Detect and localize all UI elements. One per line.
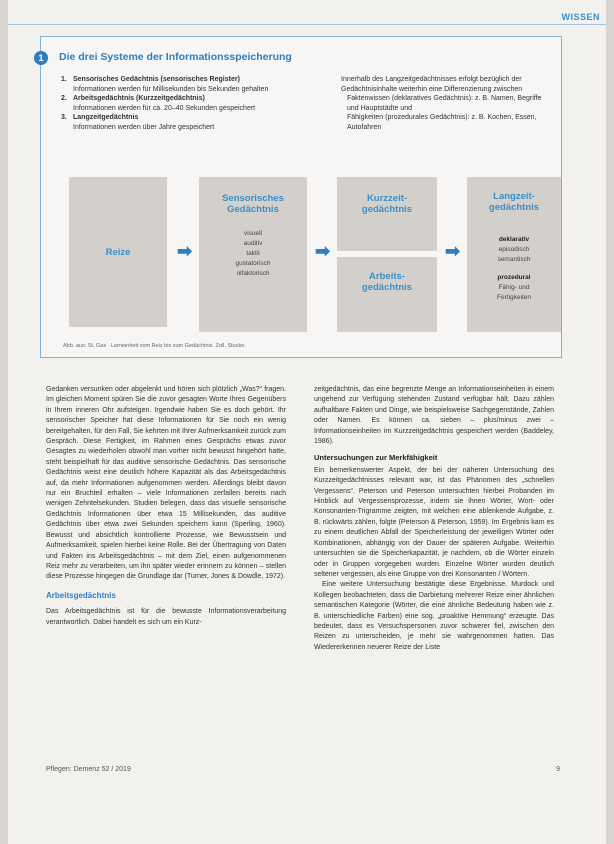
list-item: 2. Arbeitsgedächtnis (Kurzzeitgedächtnis): [61, 95, 205, 102]
arrow-right-icon: ➡: [177, 241, 193, 261]
sensory-box: [199, 177, 307, 332]
list-item: 3. Langzeitgedächtnis: [61, 114, 139, 121]
box-number: 1: [34, 51, 48, 65]
list-item: Fähigkeiten (prozedurales Gedächtnis): z. B. Kochen, Essen, Autofahren: [347, 114, 537, 131]
working-memory-title: Arbeits-gedächtnis: [361, 271, 413, 293]
short-term-box: [337, 177, 437, 251]
list-item-text: Informationen werden für Millisekunden bis Sekunden gehalten: [73, 85, 269, 93]
info-box: [40, 36, 562, 358]
footer-journal: Pflegen: Demenz 52 / 2019: [46, 766, 131, 773]
page-number: 9: [556, 766, 560, 773]
list-item-text: Informationen werden über Jahre gespeichert: [73, 123, 215, 131]
paragraph: Ein bemerkenswerter Aspekt, der bei der näheren Untersuchung des Kurzzeitgedächtnisses relevant war, ist das Phänomen des „schnellen Vergessens“. Peterson und Peterson untersuchten hierbei Probanden im Hinblick auf Vergessensprozesse, indem sie ihnen Wörter, Wort- oder Konsonanten-Trigramme zeigten, mit welchen eine ablenkende Aufgabe, z. B. rückwärts zählen, folgte (Peterson & Peterson, 1959). Im Ergebnis kam es zu einem deutlichen Abfall der Speicherleistung der jeweiligen Wörter oder Kombinationen, abhängig von der Dauer der späteren Aufgabe. Weiterhin untersuchten sie die Speicherkapazität, je nachdem, ob die Wörter einzeln oder in Gruppen vorgegeben wurden. Einzelne Wörter wurden deutlich seltener vergessen, als eine Gruppe von drei Konsonanten / Wörtern.: [314, 466, 554, 578]
long-term-box: [467, 177, 561, 332]
sensory-list: visuell auditiv taktil gustatorisch olfaktorisch: [235, 230, 271, 277]
working-memory-box: [337, 257, 437, 332]
figure-caption: Abb. aus: St. Gas · Lerneinheit vom Reiz bis zum Gedächtnis. Zoll. Stucke.: [63, 343, 246, 349]
long-term-title: Langzeit-gedächtnis: [488, 191, 540, 213]
systems-list: [61, 75, 336, 132]
right-column: [314, 385, 554, 653]
left-column: [46, 385, 286, 628]
paragraph: Eine weitere Untersuchung bestätigte diese Ergebnisse. Murdock und Kollegen beobachteten, dass die Darbietung mehrerer Reize einer ähnlichen semantischen Kategorie (Wörter, die eine ähnliche Bedeutung haben wie z. B. unterschiedliche Farben) eine sog. „proaktive Hemmung“ erzeugte. Das bedeutet, dass es Versuchspersonen zuvor schwerer fiel, zwischen den Reizen zu unterscheiden, je mehr sie wahrgenommen hatten. Das Wiedererkennen neuerer Reize der Liste: [314, 581, 554, 651]
sensory-title: Sensorisches Gedächtnis: [222, 193, 284, 215]
arrow-right-icon: ➡: [445, 241, 461, 261]
list-item-text: Informationen werden für ca. 20–40 Sekunden gespeichert: [73, 104, 256, 112]
page: [8, 0, 606, 844]
paragraph: Gedanken versunken oder abgelenkt und hören sich plötzlich „Was?“ fragen. Im gleichen Moment spüren Sie die zuvor gesagten Worte Ihres Gegenübers in Ihrem inneren Ohr aufsteigen. Irgendwie haben Sie es doch gehört. Ihr sensorischer Speicher hat diese Informationen für Sie noch ein wenig bereitgehalten, für den Fall, Sie kehrten mit Ihrer Aufmerksamkeit zurück zum Gespräch. Diese Fertigkeit, im Rahmen eines Gesprächs etwas zuvor Gesagtes zu wiederholen obwohl man vorher nicht bewusst hingehört hatte, steht beispielhaft für das auditive sensorische Gedächtnis. Das sensorische Gedächtnis weist eine deutlich höhere Kapazität als das Arbeitsgedächtnis auf, da mehr Informationen aufgenommen werden. Allerdings bleibt davon nur ein Bruchteil erhalten – viele Informationen zerfallen bereits nach wenigen Zehntelsekunden. Studien belegen, dass das visuelle sensorische Gedächtnis Informationen über etwa 15 Millisekunden, das auditive Gedächtnis über etwa zwei Sekunden speichern kann (Sperling, 1960). Bewusst und absichtlich kontrollierte Prozesse, wie Bewusstsein und Aufmerksamkeit, spielen hierbei keine Rolle. Bei der Übertragung von Daten und Fakten ins Arbeitsgedächtnis – mit dem Ziel, einen aufgenommenen Reiz mehr zu verarbeiten, um ihn später wieder erinnern zu können – stellen diese Prozesse hingegen die Grundlage dar (Turner, Jones & Dowdle, 1972).: [46, 386, 286, 581]
memory-diagram: [61, 177, 551, 337]
paragraph: Das Arbeitsgedächtnis ist für die bewusste Informationsverarbeitung verantwortlich. Dabei handelt es sich um ein Kurz-: [46, 608, 286, 626]
long-term-content: deklarativ episodisch semantisch prozedural Fähig- und Fertigkeiten: [497, 236, 531, 301]
box-right-text: Innerhalb des Langzeitgedächtnisses erfolgt bezüglich der Gedächtnisinhalte weiterhin eine Differenzierung zwischen Faktenwissen (deklaratives Gedächtnis): z. B. Namen, Begriffe und Hauptstädte und Fähigkeiten (prozedurales Gedächtnis): z. B. Kochen, Essen, Autofahren: [341, 75, 551, 132]
paragraph: zeitgedächtnis, das eine begrenzte Menge an Informationseinheiten in einem ungehend zur Verfügung stehenden Zustand verfügbar hält. Dazu zählen aufhaltbare Fakten und Dinge, wie beispielsweise Sachgegenstände, Zahlen oder Namen. Es können ca. sieben – plus/minus zwei – Informationseinheiten im Kurzzeitgedächtnis gespeichert werden (Baddeley, 1986).: [314, 386, 554, 446]
list-item: Faktenwissen (deklaratives Gedächtnis): z. B. Namen, Begriffe und Hauptstädte und: [347, 95, 542, 112]
list-item: 1. Sensorisches Gedächtnis (sensorisches Register): [61, 76, 240, 83]
section-tag: WISSEN: [561, 12, 600, 22]
box-title: Die drei Systeme der Informationsspeicherung: [59, 51, 292, 63]
reize-box: Reize: [69, 177, 167, 327]
short-term-title: Kurzzeit-gedächtnis: [361, 193, 413, 215]
section-heading: Arbeitsgedächtnis: [46, 590, 116, 600]
header-divider: [8, 24, 606, 25]
arrow-right-icon: ➡: [315, 241, 331, 261]
section-heading: Untersuchungen zur Merkfähigkeit: [314, 453, 438, 463]
